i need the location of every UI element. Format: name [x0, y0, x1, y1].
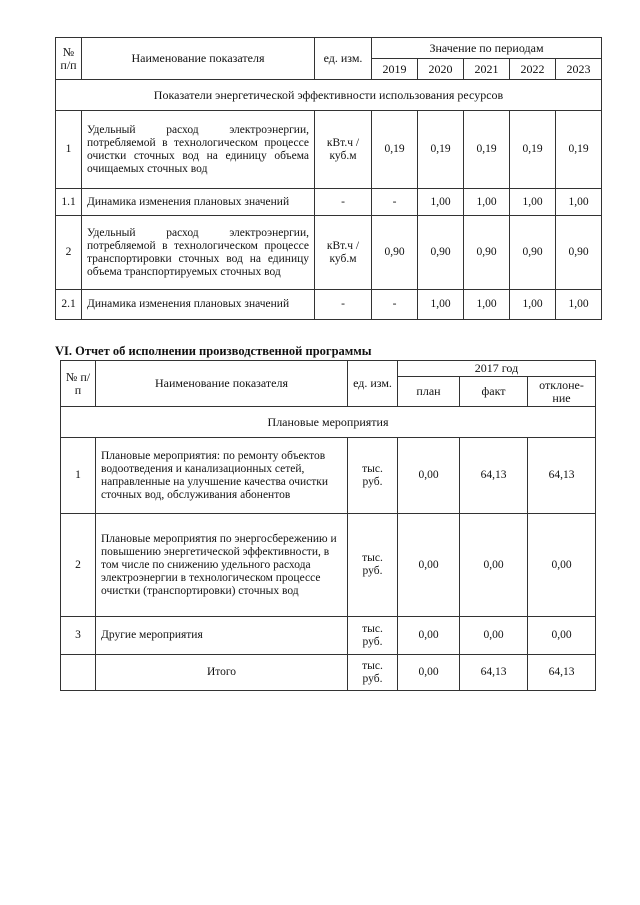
- row-value: 0,19: [464, 111, 510, 189]
- row-num: 2: [61, 514, 96, 617]
- row-name: Удельный расход электроэнергии, потребляемой в технологическом процессе очистки сточных вод на единицу объема очищаемых сточных вод: [82, 111, 315, 189]
- row-num: 1: [56, 111, 82, 189]
- row-value: 0,19: [510, 111, 556, 189]
- row-value: 0,90: [372, 216, 418, 290]
- row-num: 2: [56, 216, 82, 290]
- header-unit: ед. изм.: [348, 361, 398, 407]
- row-value: 1,00: [510, 290, 556, 320]
- header-fact: факт: [460, 377, 528, 407]
- total-label: Итого: [96, 655, 348, 691]
- row-plan: 0,00: [398, 438, 460, 514]
- row-value: 1,00: [464, 290, 510, 320]
- row-name: Динамика изменения плановых значений: [82, 189, 315, 216]
- row-deviation: 0,00: [528, 514, 596, 617]
- header-num: № п/п: [56, 38, 82, 80]
- section-row: Показатели энергетической эффективности использования ресурсов: [56, 80, 602, 111]
- row-num: 3: [61, 617, 96, 655]
- header-year: 2020: [418, 59, 464, 80]
- header-unit: ед. изм.: [315, 38, 372, 80]
- row-unit: кВт.ч / куб.м: [315, 111, 372, 189]
- row-value: 0,90: [464, 216, 510, 290]
- table-row: [56, 216, 602, 290]
- row-unit: -: [315, 290, 372, 320]
- row-fact: 64,13: [460, 438, 528, 514]
- header-name: Наименование показателя: [82, 38, 315, 80]
- row-deviation: 0,00: [528, 617, 596, 655]
- row-fact: 0,00: [460, 617, 528, 655]
- row-unit: тыс. руб.: [348, 514, 398, 617]
- row-value: 0,90: [510, 216, 556, 290]
- row-name: Удельный расход электроэнергии, потребляемой в технологическом процессе транспортировки сточных вод на единицу объема транспортируемых сточных вод: [82, 216, 315, 290]
- row-value: 0,19: [418, 111, 464, 189]
- row-deviation: 64,13: [528, 655, 596, 691]
- row-unit: -: [315, 189, 372, 216]
- row-num: 1: [61, 438, 96, 514]
- table-row: [56, 290, 602, 320]
- row-fact: 64,13: [460, 655, 528, 691]
- table-row: [56, 189, 602, 216]
- row-value: 0,90: [418, 216, 464, 290]
- header-num: № п/п: [61, 361, 96, 407]
- header-year: 2022: [510, 59, 556, 80]
- row-name: Плановые мероприятия по энергосбережению и повышению энергетической эффективности, в том числе по снижению удельного расхода электроэнергии в технологическом процессе очистки (транспортировки) сточных вод: [96, 514, 348, 617]
- table-row: [61, 438, 596, 514]
- header-deviation: отклоне-ние: [528, 377, 596, 407]
- row-value: 0,19: [372, 111, 418, 189]
- header-periods: Значение по периодам: [372, 38, 602, 59]
- header-year: 2023: [556, 59, 602, 80]
- row-value: 1,00: [556, 290, 602, 320]
- total-row: [61, 655, 596, 691]
- row-value: 1,00: [556, 189, 602, 216]
- row-value: -: [372, 189, 418, 216]
- section-title: VI. Отчет об исполнении производственной программы: [55, 344, 372, 358]
- table-row: [61, 617, 596, 655]
- row-plan: 0,00: [398, 617, 460, 655]
- header-name: Наименование показателя: [96, 361, 348, 407]
- row-plan: 0,00: [398, 514, 460, 617]
- row-unit: тыс. руб.: [348, 655, 398, 691]
- row-unit: тыс. руб.: [348, 438, 398, 514]
- row-fact: 0,00: [460, 514, 528, 617]
- program-report-table: [60, 360, 596, 691]
- header-year: 2019: [372, 59, 418, 80]
- row-value: -: [372, 290, 418, 320]
- row-num: [61, 655, 96, 691]
- energy-efficiency-table: [55, 37, 602, 320]
- row-value: 1,00: [464, 189, 510, 216]
- row-unit: кВт.ч / куб.м: [315, 216, 372, 290]
- section-row: Плановые мероприятия: [61, 407, 596, 438]
- table-row: [56, 111, 602, 189]
- header-plan: план: [398, 377, 460, 407]
- row-num: 1.1: [56, 189, 82, 216]
- row-value: 1,00: [418, 189, 464, 216]
- row-num: 2.1: [56, 290, 82, 320]
- header-year: 2021: [464, 59, 510, 80]
- row-value: 1,00: [510, 189, 556, 216]
- row-plan: 0,00: [398, 655, 460, 691]
- row-deviation: 64,13: [528, 438, 596, 514]
- row-name: Плановые мероприятия: по ремонту объектов водоотведения и канализационных сетей, направленные на улучшение качества очистки сточных вод, обслуживания абонентов: [96, 438, 348, 514]
- row-name: Динамика изменения плановых значений: [82, 290, 315, 320]
- row-value: 0,19: [556, 111, 602, 189]
- table-row: [61, 514, 596, 617]
- row-unit: тыс. руб.: [348, 617, 398, 655]
- row-value: 1,00: [418, 290, 464, 320]
- row-name: Другие мероприятия: [96, 617, 348, 655]
- header-year: 2017 год: [398, 361, 596, 377]
- row-value: 0,90: [556, 216, 602, 290]
